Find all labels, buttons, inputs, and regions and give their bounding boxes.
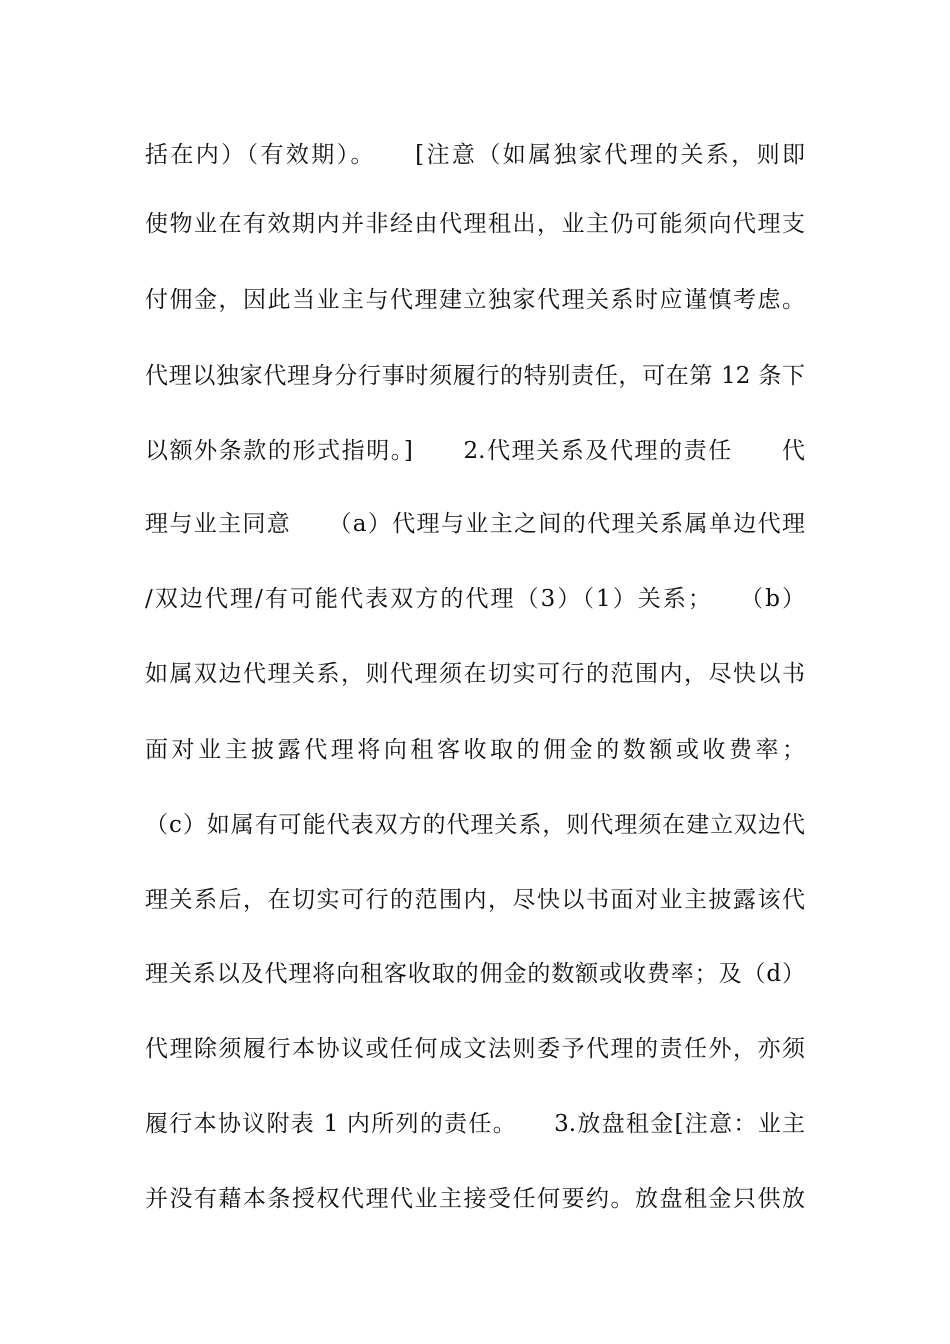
text-line: 付佣金，因此当业主与代理建立独家代理关系时应谨慎考虑。	[145, 287, 805, 313]
text-line: 面对业主披露代理将向租客收取的佣金的数额或收费率；	[145, 737, 805, 763]
text-line: 理关系以及代理将向租客收取的佣金的数额或收费率；及（d）	[145, 961, 805, 987]
text-line: （c）如属有可能代表双方的代理关系，则代理须在建立双边代	[145, 812, 805, 838]
text-line: 使物业在有效期内并非经由代理租出，业主仍可能须向代理支	[145, 211, 805, 237]
text-line: 如属双边代理关系，则代理须在切实可行的范围内，尽快以书	[145, 661, 805, 687]
text-line: 代理以独家代理身分行事时须履行的特别责任，可在第 12 条下	[145, 363, 805, 389]
text-line: /双边代理/有可能代表双方的代理（3）（1）关系； （b）	[145, 586, 805, 612]
text-line: 履行本协议附表 1 内所列的责任。 3.放盘租金[注意：业主	[145, 1111, 805, 1137]
text-line: 理关系后，在切实可行的范围内，尽快以书面对业主披露该代	[145, 887, 805, 913]
text-line: 理与业主同意 （a）代理与业主之间的代理关系属单边代理	[145, 511, 805, 537]
text-line: 以额外条款的形式指明。] 2.代理关系及代理的责任 代	[145, 438, 805, 464]
text-line: 括在内）（有效期）。 [注意（如属独家代理的关系，则即	[145, 142, 805, 168]
text-line: 并没有藉本条授权代理代业主接受任何要约。放盘租金只供放	[145, 1186, 805, 1212]
text-line: 代理除须履行本协议或任何成文法则委予代理的责任外，亦须	[145, 1036, 805, 1062]
